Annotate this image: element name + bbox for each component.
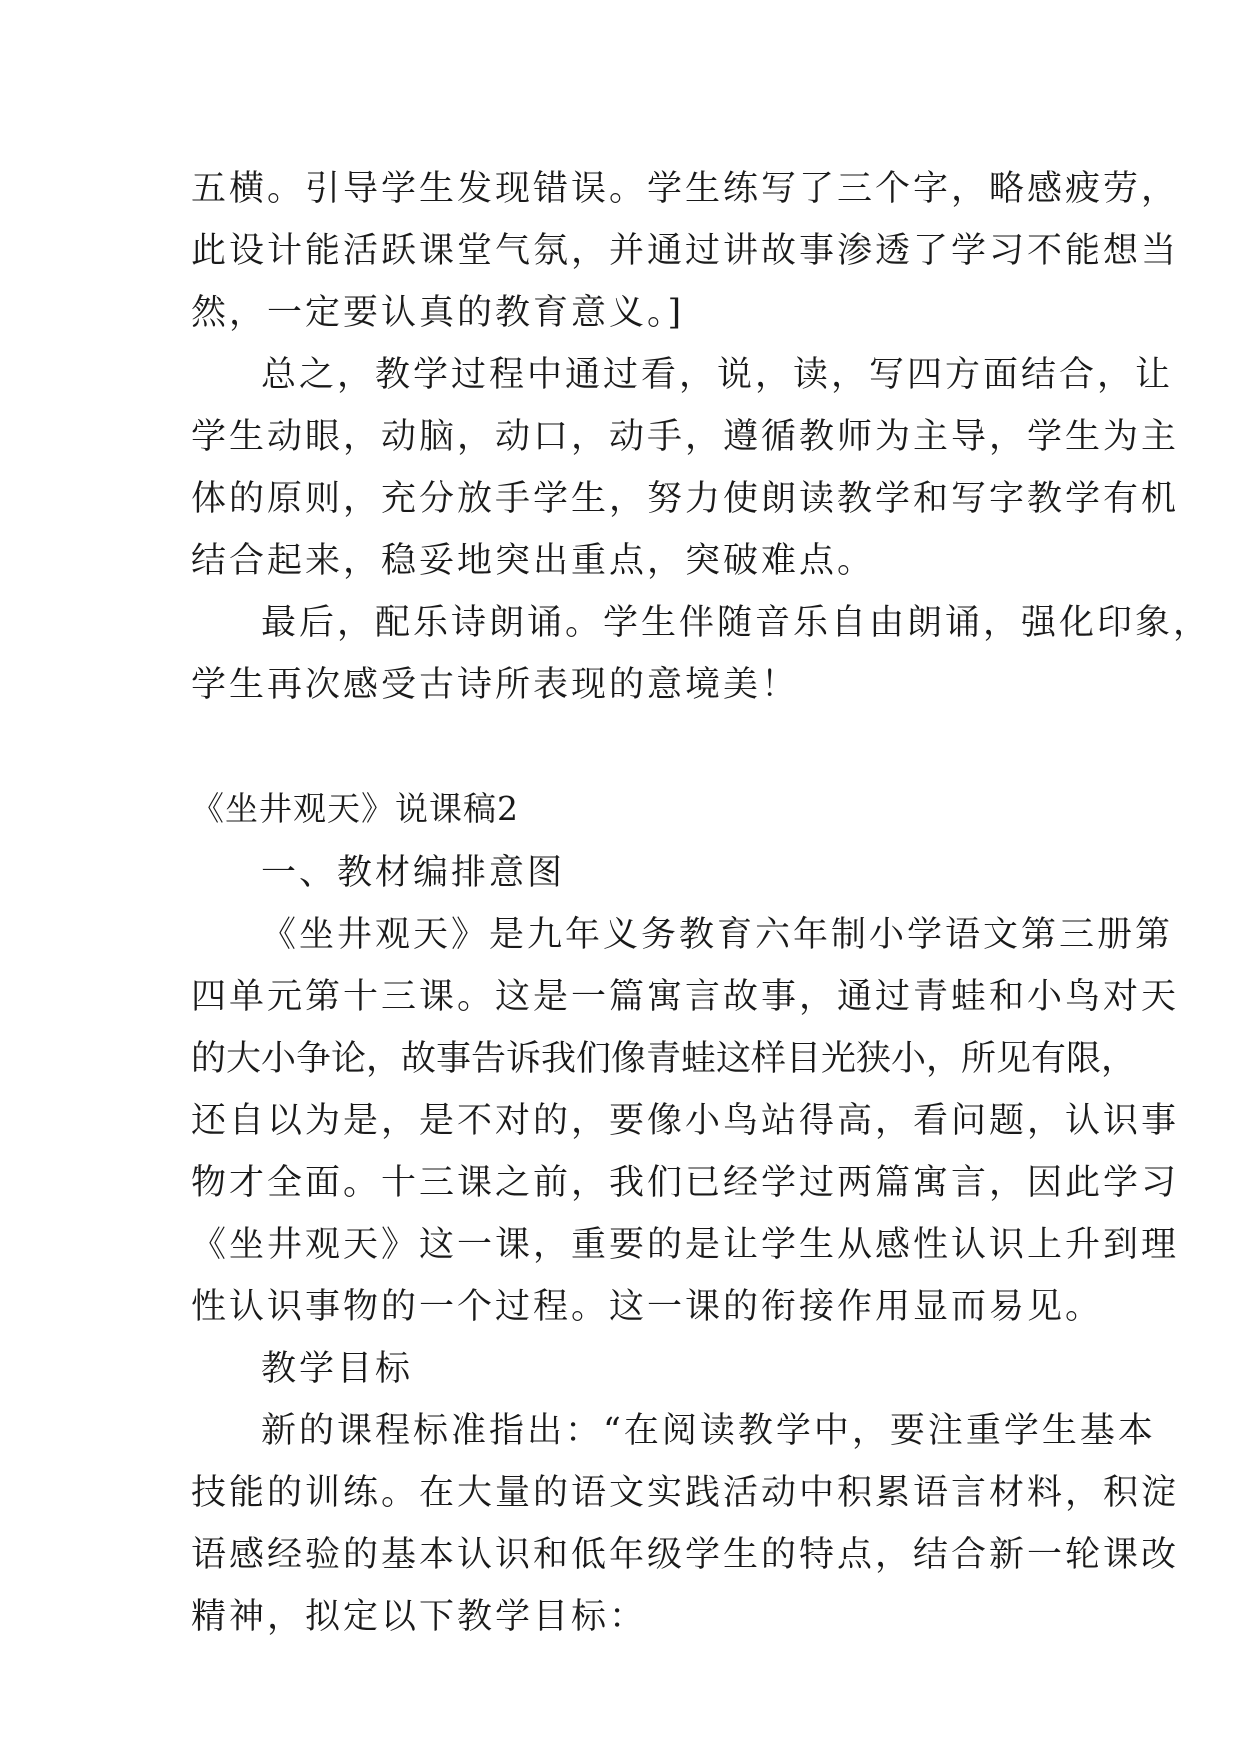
paragraph-line: 精神，拟定以下教学目标： bbox=[191, 1597, 648, 1637]
paragraph-line: 还自以为是，是不对的，要像小鸟站得高，看问题，认识事 bbox=[191, 1101, 1180, 1141]
paragraph-line: 结合起来，稳妥地突出重点，突破难点。 bbox=[191, 541, 876, 581]
paragraph-line: 新的课程标准指出：“在阅读教学中，要注重学生基本 bbox=[261, 1411, 1156, 1451]
paragraph-line: 四单元第十三课。这是一篇寓言故事，通过青蛙和小鸟对天 bbox=[191, 977, 1180, 1017]
heading-teaching-goals: 教学目标 bbox=[261, 1349, 414, 1389]
paragraph-line: 此设计能活跃课堂气氛，并通过讲故事渗透了学习不能想当 bbox=[191, 231, 1180, 271]
section-title: 《坐井观天》说课稿2 bbox=[191, 789, 519, 828]
paragraph-line: 性认识事物的一个过程。这一课的衔接作用显而易见。 bbox=[191, 1287, 1104, 1327]
paragraph-line: 《坐井观天》是九年义务教育六年制小学语文第三册第 bbox=[261, 915, 1174, 955]
paragraph-line: 五横。引导学生发现错误。学生练写了三个字，略感疲劳， bbox=[191, 169, 1180, 209]
paragraph-line: 《坐井观天》这一课，重要的是让学生从感性认识上升到理 bbox=[191, 1225, 1180, 1265]
paragraph-line: 然，一定要认真的教育意义。] bbox=[191, 293, 685, 333]
heading-teaching-material: 一、教材编排意图 bbox=[261, 853, 566, 893]
paragraph-line: 语感经验的基本认识和低年级学生的特点，结合新一轮课改 bbox=[191, 1535, 1180, 1575]
paragraph-line: 技能的训练。在大量的语文实践活动中积累语言材料，积淀 bbox=[191, 1473, 1180, 1513]
paragraph-line: 总之，教学过程中通过看，说，读，写四方面结合，让 bbox=[261, 355, 1174, 395]
paragraph-line: 物才全面。十三课之前，我们已经学过两篇寓言，因此学习 bbox=[191, 1163, 1180, 1203]
paragraph-line: 的大小争论，故事告诉我们像青蛙这样目光狭小，所见有限， bbox=[191, 1039, 1137, 1079]
document-body bbox=[191, 158, 1212, 1648]
paragraph-line: 学生再次感受古诗所表现的意境美！ bbox=[191, 665, 800, 705]
paragraph-line: 体的原则，充分放手学生，努力使朗读教学和写字教学有机 bbox=[191, 479, 1180, 519]
paragraph-line: 学生动眼，动脑，动口，动手，遵循教师为主导，学生为主 bbox=[191, 417, 1180, 457]
section-spacer bbox=[191, 716, 1051, 776]
paragraph-line: 最后，配乐诗朗诵。学生伴随音乐自由朗诵，强化印象， bbox=[261, 603, 1212, 643]
